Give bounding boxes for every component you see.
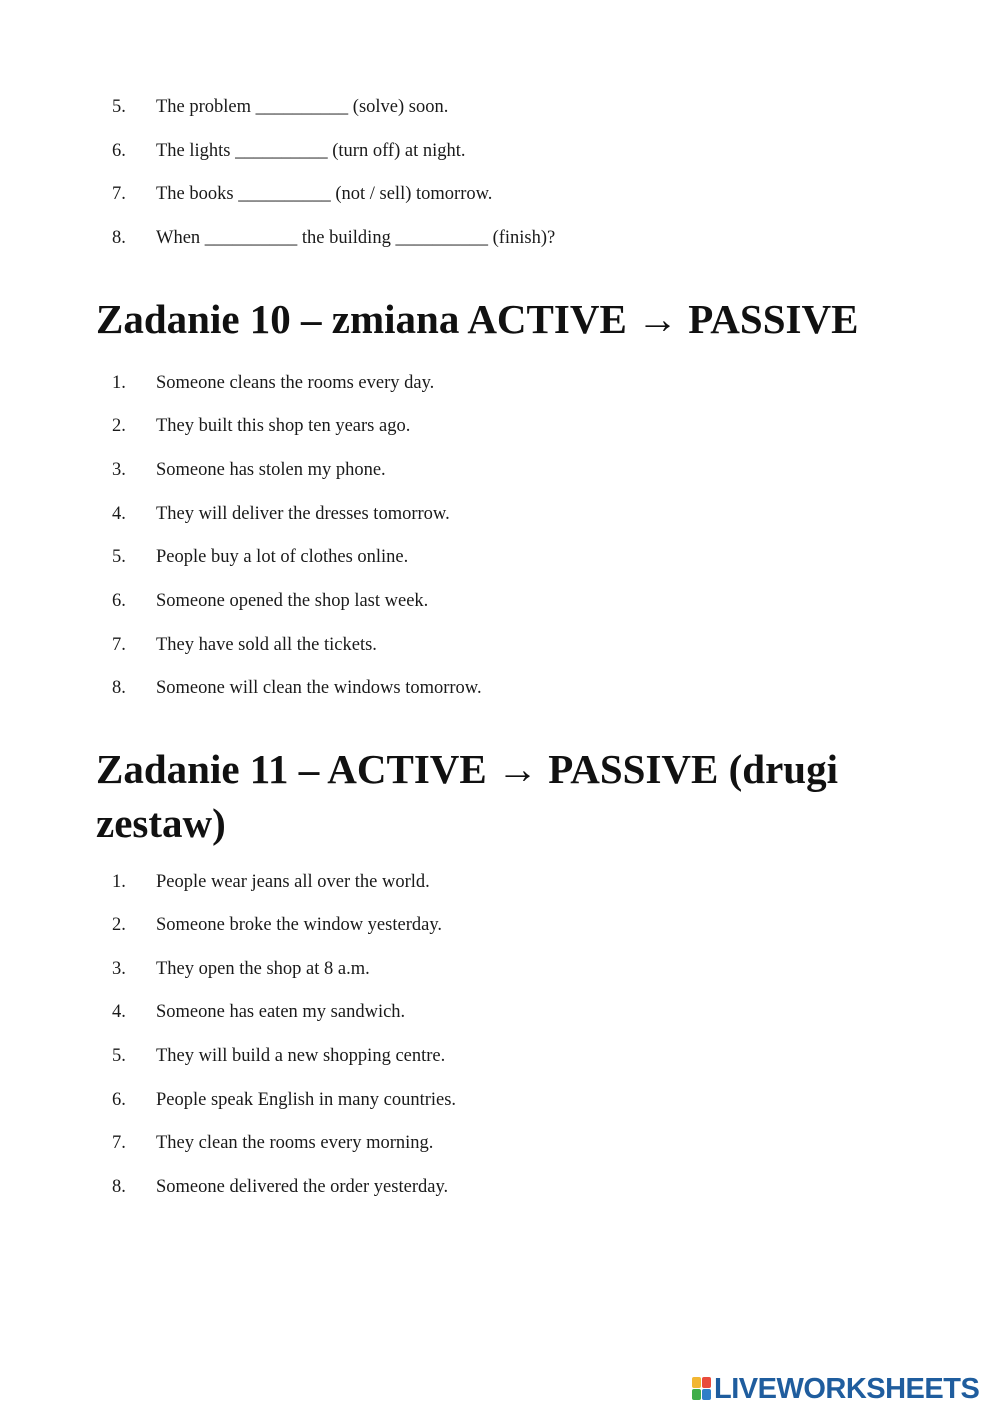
- list-item: [0, 181, 900, 207]
- item-text: The books __________ (not / sell) tomorrow.: [156, 184, 493, 204]
- item-text: People wear jeans all over the world.: [156, 872, 430, 892]
- item-text: They clean the rooms every morning.: [156, 1133, 434, 1153]
- list-item: [0, 632, 900, 658]
- item-text: They built this shop ten years ago.: [156, 416, 411, 436]
- list-item: [0, 588, 900, 614]
- list-item: [0, 869, 900, 895]
- item-text: Someone opened the shop last week.: [156, 591, 429, 611]
- item-text: They will build a new shopping centre.: [156, 1046, 446, 1066]
- list-item: [0, 675, 900, 701]
- item-number: 5.: [112, 1046, 126, 1066]
- item-number: 7.: [112, 635, 126, 655]
- item-text: Someone cleans the rooms every day.: [156, 373, 435, 393]
- item-text: They will deliver the dresses tomorrow.: [156, 504, 450, 524]
- list-item: [0, 370, 900, 396]
- item-number: 5.: [112, 97, 126, 117]
- list-item: [0, 413, 900, 439]
- list-item: [0, 999, 900, 1025]
- item-text: The problem __________ (solve) soon.: [156, 97, 449, 117]
- item-text: Someone has eaten my sandwich.: [156, 1002, 406, 1022]
- list-item: [0, 138, 900, 164]
- item-number: 3.: [112, 959, 126, 979]
- list-item: [0, 1087, 900, 1113]
- item-number: 8.: [112, 678, 126, 698]
- item-text: Someone broke the window yesterday.: [156, 915, 442, 935]
- list-item: [0, 956, 900, 982]
- list-item: [0, 225, 900, 251]
- item-number: 5.: [112, 547, 126, 567]
- list-item: [0, 1130, 900, 1156]
- item-text: When __________ the building __________ (finish)?: [156, 228, 556, 248]
- item-number: 6.: [112, 141, 126, 161]
- item-number: 7.: [112, 1133, 126, 1153]
- list-item: [0, 94, 900, 120]
- list-item: [0, 457, 900, 483]
- item-text: They have sold all the tickets.: [156, 635, 377, 655]
- item-number: 2.: [112, 416, 126, 436]
- item-text: People buy a lot of clothes online.: [156, 547, 409, 567]
- item-number: 2.: [112, 915, 126, 935]
- item-text: Someone has stolen my phone.: [156, 460, 386, 480]
- item-number: 4.: [112, 1002, 126, 1022]
- list-item: [0, 1043, 900, 1069]
- item-text: People speak English in many countries.: [156, 1090, 457, 1110]
- list-item: [0, 912, 900, 938]
- brand-name: LIVEWORKSHEETS: [714, 1372, 980, 1405]
- item-number: 6.: [112, 1090, 126, 1110]
- item-number: 1.: [112, 872, 126, 892]
- list-item: [0, 501, 900, 527]
- item-number: 1.: [112, 373, 126, 393]
- item-text: They open the shop at 8 a.m.: [156, 959, 370, 979]
- liveworksheets-logo-icon: [692, 1377, 712, 1401]
- item-text: Someone delivered the order yesterday.: [156, 1177, 449, 1197]
- item-number: 8.: [112, 1177, 126, 1197]
- section-10-heading: Zadanie 10 – zmiana ACTIVE → PASSIVE: [96, 296, 859, 342]
- liveworksheets-logo: [692, 1372, 992, 1406]
- item-number: 7.: [112, 184, 126, 204]
- item-number: 3.: [112, 460, 126, 480]
- item-text: Someone will clean the windows tomorrow.: [156, 678, 482, 698]
- item-text: The lights __________ (turn off) at night.: [156, 141, 466, 161]
- item-number: 6.: [112, 591, 126, 611]
- list-item: [0, 1174, 900, 1200]
- item-number: 4.: [112, 504, 126, 524]
- section-11-heading: Zadanie 11 – ACTIVE → PASSIVE (drugi zestaw): [96, 746, 838, 846]
- list-item: [0, 544, 900, 570]
- item-number: 8.: [112, 228, 126, 248]
